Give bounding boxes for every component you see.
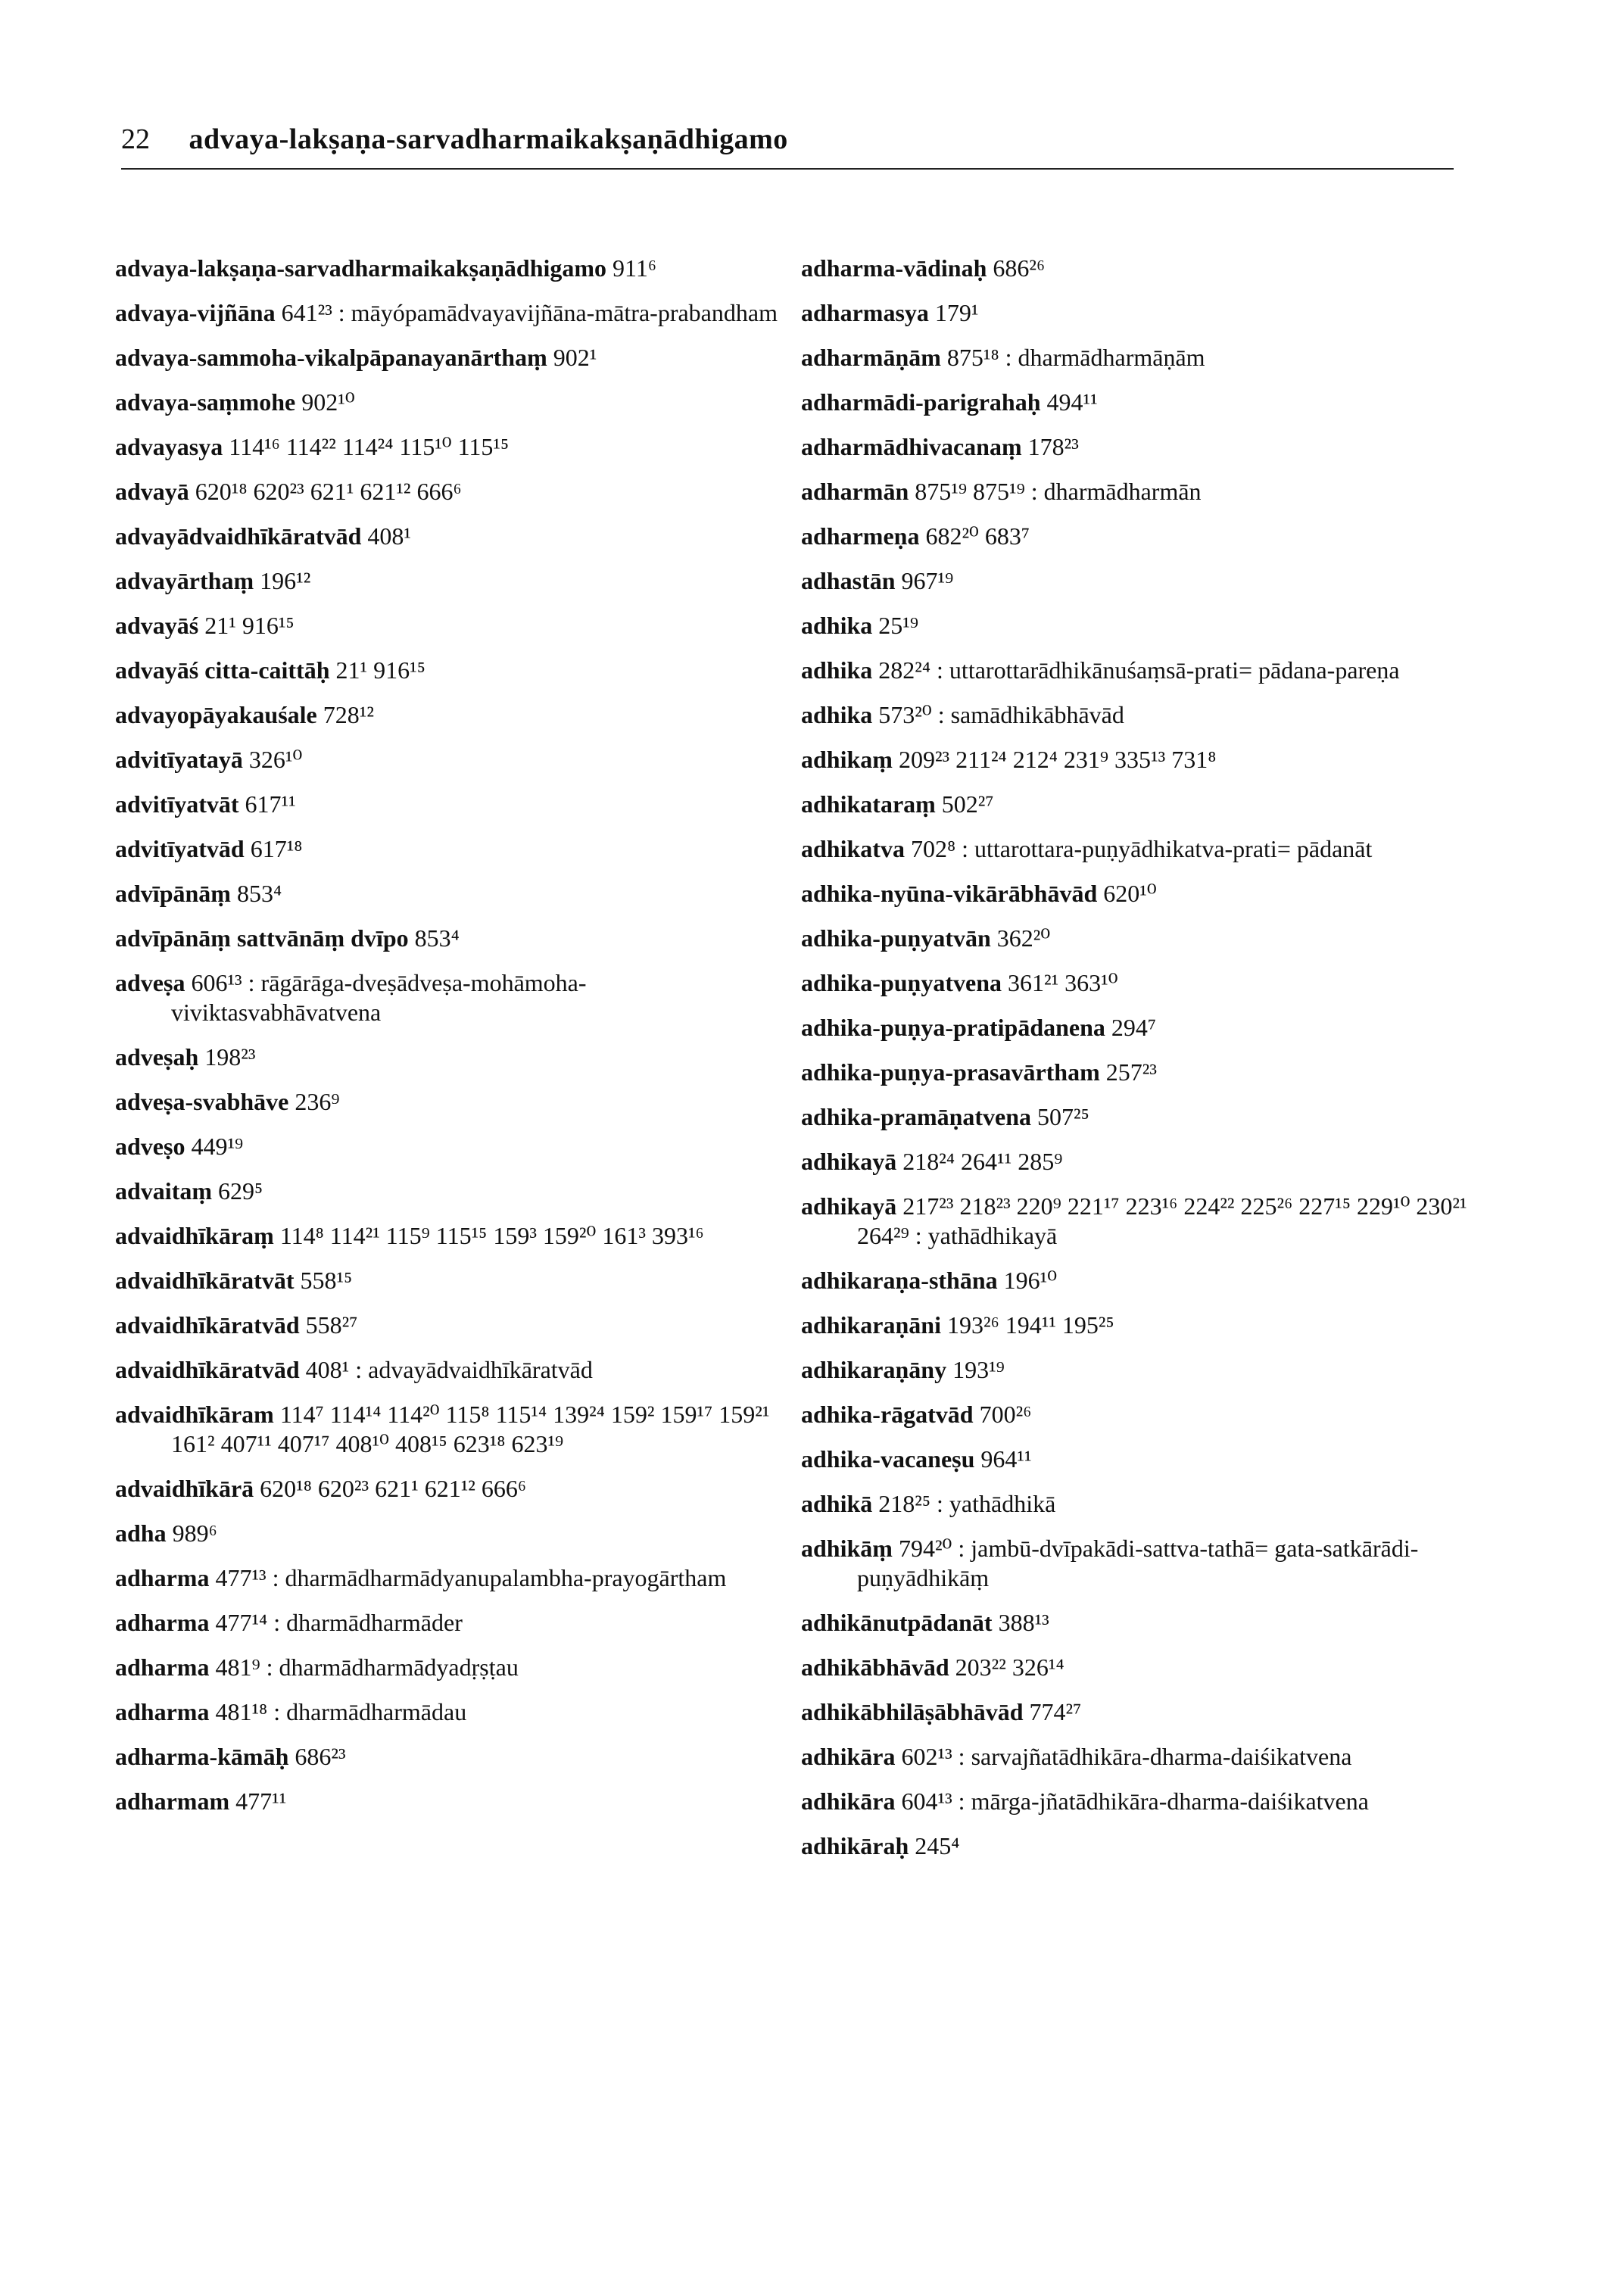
- entry-gloss: : sarvajñatādhikāra-dharma-daiśikatvena: [958, 1743, 1352, 1770]
- entry-gloss: : samādhikābhāvād: [937, 701, 1124, 728]
- entry-references: 902¹: [553, 344, 597, 371]
- entry-gloss: : dharmādharmān: [1030, 478, 1202, 505]
- entry-headword: adharma-kāmāḥ: [115, 1743, 289, 1770]
- entry-headword: adhika-nyūna-vikārābhāvād: [801, 880, 1098, 907]
- index-entry: [801, 611, 1467, 641]
- entry-headword: adharmam: [115, 1788, 230, 1815]
- right-column: [801, 254, 1467, 1876]
- index-entry: [115, 1697, 781, 1727]
- entry-headword: advayā: [115, 478, 189, 505]
- entry-headword: adhikayā: [801, 1148, 897, 1175]
- entry-references: 114⁸ 114²¹ 115⁹ 115¹⁵ 159³ 159²⁰ 161³ 393¹⁶: [279, 1222, 704, 1249]
- entry-references: 641²³: [281, 299, 332, 326]
- index-entry: [115, 1177, 781, 1206]
- entry-headword: adha: [115, 1519, 167, 1547]
- entry-references: 408¹: [305, 1356, 350, 1383]
- index-entry: [115, 343, 781, 372]
- entry-headword: advayāś: [115, 612, 199, 639]
- entry-references: 686²³: [295, 1743, 346, 1770]
- entry-gloss: : mārga-jñatādhikāra-dharma-daiśikatvena: [958, 1788, 1369, 1815]
- entry-headword: advayārthaṃ: [115, 567, 254, 594]
- entry-headword: advayasya: [115, 433, 223, 460]
- index-entry: [801, 343, 1467, 372]
- entry-headword: adhikataraṃ: [801, 790, 936, 818]
- entry-headword: adhikāra: [801, 1743, 896, 1770]
- entry-headword: adharma: [115, 1564, 210, 1591]
- index-entry: [801, 924, 1467, 953]
- entry-headword: adhikāṃ: [801, 1535, 893, 1562]
- entry-references: 193²⁶ 194¹¹ 195²⁵: [946, 1311, 1114, 1339]
- entry-headword: adhika-puṇya-prasavārtham: [801, 1058, 1100, 1086]
- entry-references: 217²³ 218²³ 220⁹ 221¹⁷ 223¹⁶ 224²² 225²⁶ 227¹⁵ 229¹⁰ 230²¹ 264²⁹: [857, 1192, 1467, 1249]
- entry-headword: advayādvaidhīkāratvād: [115, 522, 362, 550]
- index-entry: [801, 522, 1467, 551]
- index-entry: [115, 432, 781, 462]
- entry-headword: adharmasya: [801, 299, 929, 326]
- index-entry: [801, 1192, 1467, 1251]
- entry-references: 620¹⁰: [1103, 880, 1157, 907]
- index-entry: [801, 388, 1467, 417]
- index-entry: [115, 388, 781, 417]
- index-entry: [801, 1608, 1467, 1638]
- index-entry: [115, 1400, 781, 1459]
- entry-gloss: : māyópamādvayavijñāna-mātra-prabandham: [338, 299, 778, 326]
- index-entry: [115, 1311, 781, 1340]
- entry-headword: adveṣa: [115, 969, 185, 996]
- entry-references: 326¹⁰: [248, 746, 303, 773]
- entry-references: 209²³ 211²⁴ 212⁴ 231⁹ 335¹³ 731⁸: [898, 746, 1217, 773]
- index-entry: [801, 1697, 1467, 1727]
- entry-headword: adharma-vādinaḥ: [801, 254, 987, 282]
- entry-references: 700²⁶: [979, 1401, 1032, 1428]
- entry-gloss: : dharmādharmādyadṛṣṭau: [266, 1653, 519, 1681]
- index-entry: [801, 432, 1467, 462]
- index-entry: [115, 790, 781, 819]
- entry-headword: adhikayā: [801, 1192, 897, 1220]
- index-entry: [115, 477, 781, 506]
- entry-headword: adhika-rāgatvād: [801, 1401, 974, 1428]
- entry-references: 682²⁰ 683⁷: [925, 522, 1030, 550]
- entry-references: 477¹⁴: [215, 1609, 268, 1636]
- index-entry: [115, 1742, 781, 1772]
- entry-headword: adhikaraṇāni: [801, 1311, 941, 1339]
- entry-headword: adhika: [801, 612, 873, 639]
- entry-references: 362²⁰: [996, 924, 1051, 952]
- entry-headword: advaidhīkāratvāt: [115, 1267, 295, 1294]
- entry-references: 875¹⁸: [946, 344, 999, 371]
- entry-gloss: : yathādhikayā: [915, 1222, 1058, 1249]
- entry-references: 686²⁶: [993, 254, 1046, 282]
- entry-headword: advaidhīkārā: [115, 1475, 254, 1502]
- index-entry: [801, 566, 1467, 596]
- entry-references: 257²³: [1105, 1058, 1157, 1086]
- entry-headword: adveṣaḥ: [115, 1043, 199, 1071]
- index-entry: [801, 1147, 1467, 1177]
- entry-headword: adhika-puṇya-pratipādanena: [801, 1014, 1105, 1041]
- entry-headword: adhastān: [801, 567, 896, 594]
- entry-headword: advitīyatayā: [115, 746, 243, 773]
- entry-gloss: : dharmādharmāder: [273, 1609, 463, 1636]
- entry-headword: adhika: [801, 701, 873, 728]
- index-entry: [115, 1266, 781, 1295]
- entry-references: 507²⁵: [1037, 1103, 1089, 1130]
- entry-headword: adhikābhāvād: [801, 1653, 949, 1681]
- entry-headword: adhikāraḥ: [801, 1832, 909, 1859]
- index-entry: [801, 1058, 1467, 1087]
- entry-references: 989⁶: [172, 1519, 217, 1547]
- index-entry: [801, 656, 1467, 685]
- entry-gloss: : dharmādharmādyanupalambha-prayogārtham: [272, 1564, 727, 1591]
- entry-references: 558²⁷: [305, 1311, 358, 1339]
- entry-references: 198²³: [204, 1043, 256, 1071]
- index-entry: [115, 1653, 781, 1682]
- entry-references: 193¹⁹: [952, 1356, 1005, 1383]
- entry-references: 21¹ 916¹⁵: [204, 612, 295, 639]
- index-entry: [801, 1102, 1467, 1132]
- entry-references: 196¹⁰: [1003, 1267, 1058, 1294]
- left-column: [115, 254, 781, 1831]
- entry-references: 902¹⁰: [301, 388, 355, 416]
- running-title: advaya-lakṣaṇa-sarvadharmaikakṣaṇādhigamo: [189, 123, 788, 155]
- entry-references: 728¹²: [323, 701, 374, 728]
- index-entry: [115, 1787, 781, 1816]
- entry-headword: adhikaraṇāny: [801, 1356, 947, 1383]
- entry-references: 875¹⁹ 875¹⁹: [915, 478, 1025, 505]
- index-entry: [115, 1132, 781, 1161]
- entry-headword: advaitaṃ: [115, 1177, 212, 1205]
- index-entry: [801, 1013, 1467, 1043]
- entry-headword: advaidhīkāraṃ: [115, 1222, 274, 1249]
- header-rule: [121, 168, 1454, 170]
- entry-references: 573²⁰: [878, 701, 932, 728]
- index-entry: [801, 968, 1467, 998]
- entry-headword: adharmāṇām: [801, 344, 941, 371]
- index-entry: [801, 790, 1467, 819]
- entry-headword: adhikaṃ: [801, 746, 893, 773]
- index-entry: [115, 1087, 781, 1117]
- index-entry: [801, 1266, 1467, 1295]
- entry-gloss: : jambū-dvīpakādi-sattva-tathā= gata-satkārādi-puṇyādhikāṃ: [857, 1535, 1419, 1591]
- index-entry: [801, 1831, 1467, 1861]
- index-entry: [801, 1489, 1467, 1519]
- entry-references: 203²² 326¹⁴: [955, 1653, 1064, 1681]
- entry-gloss: : yathādhikā: [937, 1490, 1056, 1517]
- entry-references: 558¹⁵: [300, 1267, 353, 1294]
- entry-references: 294⁷: [1111, 1014, 1157, 1041]
- entry-headword: adharma: [115, 1698, 210, 1725]
- entry-references: 21¹ 916¹⁵: [335, 656, 425, 684]
- index-entry: [115, 879, 781, 909]
- entry-references: 449¹⁹: [191, 1133, 244, 1160]
- index-entry: [801, 1534, 1467, 1593]
- entry-references: 494¹¹: [1046, 388, 1098, 416]
- entry-references: 794²⁰: [898, 1535, 952, 1562]
- entry-headword: adharma: [115, 1653, 210, 1681]
- entry-references: 853⁴: [236, 880, 282, 907]
- entry-headword: adhika: [801, 656, 873, 684]
- entry-headword: advaidhīkāram: [115, 1401, 274, 1428]
- entry-headword: adhikatva: [801, 835, 905, 862]
- entry-references: 114¹⁶ 114²² 114²⁴ 115¹⁰ 115¹⁵: [229, 433, 510, 460]
- entry-references: 964¹¹: [980, 1445, 1032, 1473]
- index-entry: [115, 1563, 781, 1593]
- entry-gloss: : uttarottarādhikānuśaṃsā-prati= pādana-pareṇa: [937, 656, 1400, 684]
- index-entry: [115, 1519, 781, 1548]
- entry-headword: adhikābhilāṣābhāvād: [801, 1698, 1024, 1725]
- entry-references: 408¹: [367, 522, 412, 550]
- entry-references: 853⁴: [414, 924, 460, 952]
- entry-headword: adhikāra: [801, 1788, 896, 1815]
- entry-headword: adhika-pramāṇatvena: [801, 1103, 1032, 1130]
- index-entry: [115, 522, 781, 551]
- entry-gloss: : rāgārāga-dveṣādveṣa-mohāmoha-viviktasvabhāvatvena: [171, 969, 587, 1026]
- entry-references: 282²⁴: [878, 656, 931, 684]
- entry-references: 604¹³: [901, 1788, 952, 1815]
- index-entry: [801, 745, 1467, 775]
- entry-headword: adhikaraṇa-sthāna: [801, 1267, 998, 1294]
- entry-references: 477¹¹: [235, 1788, 287, 1815]
- entry-headword: advayopāyakauśale: [115, 701, 317, 728]
- index-entry: [115, 298, 781, 328]
- index-entry: [115, 924, 781, 953]
- entry-headword: advayāś citta-caittāḥ: [115, 656, 330, 684]
- index-entry: [115, 1608, 781, 1638]
- index-entry: [801, 1311, 1467, 1340]
- index-entry: [801, 1742, 1467, 1772]
- index-entry: [115, 1355, 781, 1385]
- index-entry: [801, 700, 1467, 730]
- page-number: 22: [121, 123, 150, 155]
- index-entry: [801, 1400, 1467, 1429]
- entry-headword: advīpānāṃ: [115, 880, 231, 907]
- entry-references: 481¹⁸: [215, 1698, 268, 1725]
- entry-references: 236⁹: [295, 1088, 340, 1115]
- index-entry: [115, 611, 781, 641]
- entry-references: 218²⁴ 264¹¹ 285⁹: [902, 1148, 1063, 1175]
- index-entry: [115, 254, 781, 283]
- entry-references: 629⁵: [218, 1177, 263, 1205]
- index-entry: [801, 1445, 1467, 1474]
- index-entry: [801, 477, 1467, 506]
- entry-headword: advaya-sammoha-vikalpāpanayanārthaṃ: [115, 344, 547, 371]
- entry-references: 388¹³: [998, 1609, 1049, 1636]
- index-entry: [115, 968, 781, 1027]
- index-entry: [115, 745, 781, 775]
- entry-references: 245⁴: [915, 1832, 960, 1859]
- entry-references: 218²⁵: [878, 1490, 931, 1517]
- entry-headword: advīpānāṃ sattvānāṃ dvīpo: [115, 924, 409, 952]
- entry-references: 617¹¹: [245, 790, 296, 818]
- entry-headword: adharmeṇa: [801, 522, 920, 550]
- index-entry: [801, 834, 1467, 864]
- entry-headword: adhika-puṇyatvena: [801, 969, 1002, 996]
- entry-headword: adharmādhivacanaṃ: [801, 433, 1022, 460]
- entry-headword: advaya-saṃmohe: [115, 388, 296, 416]
- entry-headword: adveṣa-svabhāve: [115, 1088, 289, 1115]
- entry-references: 911⁶: [613, 254, 656, 282]
- index-entry: [801, 254, 1467, 283]
- index-entry: [115, 566, 781, 596]
- index-entry: [801, 298, 1467, 328]
- running-header: [121, 123, 1454, 156]
- entry-references: 617¹⁸: [250, 835, 303, 862]
- entry-references: 477¹³: [215, 1564, 267, 1591]
- entry-references: 196¹²: [260, 567, 311, 594]
- entry-headword: advaidhīkāratvād: [115, 1311, 300, 1339]
- entry-headword: advaya-lakṣaṇa-sarvadharmaikakṣaṇādhigamo: [115, 254, 607, 282]
- entry-references: 179¹: [934, 299, 979, 326]
- index-entry: [801, 879, 1467, 909]
- entry-headword: adhikā: [801, 1490, 873, 1517]
- entry-headword: adhikānutpādanāt: [801, 1609, 993, 1636]
- index-entry: [801, 1787, 1467, 1816]
- entry-headword: adharma: [115, 1609, 210, 1636]
- entry-references: 967¹⁹: [901, 567, 954, 594]
- index-entry: [115, 834, 781, 864]
- entry-headword: adhika-puṇyatvān: [801, 924, 991, 952]
- entry-references: 606¹³: [191, 969, 242, 996]
- entry-gloss: : dharmādharmādau: [273, 1698, 467, 1725]
- index-entry: [801, 1355, 1467, 1385]
- entry-references: 178²³: [1027, 433, 1079, 460]
- index-entry: [115, 656, 781, 685]
- entry-references: 774²⁷: [1029, 1698, 1082, 1725]
- entry-headword: advitīyatvād: [115, 835, 245, 862]
- entry-references: 502²⁷: [941, 790, 994, 818]
- entry-references: 620¹⁸ 620²³ 621¹ 621¹² 666⁶: [195, 478, 462, 505]
- index-entry: [115, 1474, 781, 1504]
- entry-gloss: : uttarottara-puṇyādhikatva-prati= pādanāt: [962, 835, 1373, 862]
- index-entry: [801, 1653, 1467, 1682]
- entry-headword: adharmādi-parigrahaḥ: [801, 388, 1041, 416]
- entry-headword: adharmān: [801, 478, 909, 505]
- index-entry: [115, 700, 781, 730]
- entry-headword: adhika-vacaneṣu: [801, 1445, 975, 1473]
- entry-headword: advaya-vijñāna: [115, 299, 276, 326]
- index-entry: [115, 1221, 781, 1251]
- entry-references: 481⁹: [215, 1653, 260, 1681]
- entry-headword: advitīyatvāt: [115, 790, 239, 818]
- entry-gloss: : dharmādharmāṇām: [1005, 344, 1205, 371]
- index-entry: [115, 1043, 781, 1072]
- entry-references: 702⁸: [910, 835, 956, 862]
- entry-references: 602¹³: [901, 1743, 952, 1770]
- entry-references: 620¹⁸ 620²³ 621¹ 621¹² 666⁶: [260, 1475, 527, 1502]
- entry-references: 114⁷ 114¹⁴ 114²⁰ 115⁸ 115¹⁴ 139²⁴ 159² 159¹⁷ 159²¹ 161² 407¹¹ 407¹⁷ 408¹⁰ 408¹⁵ 623¹⁸ 623¹⁹: [171, 1401, 770, 1457]
- entry-references: 361²¹ 363¹⁰: [1007, 969, 1118, 996]
- entry-headword: advaidhīkāratvād: [115, 1356, 300, 1383]
- entry-references: 25¹⁹: [878, 612, 919, 639]
- entry-headword: adveṣo: [115, 1133, 185, 1160]
- entry-gloss: : advayādvaidhīkāratvād: [355, 1356, 593, 1383]
